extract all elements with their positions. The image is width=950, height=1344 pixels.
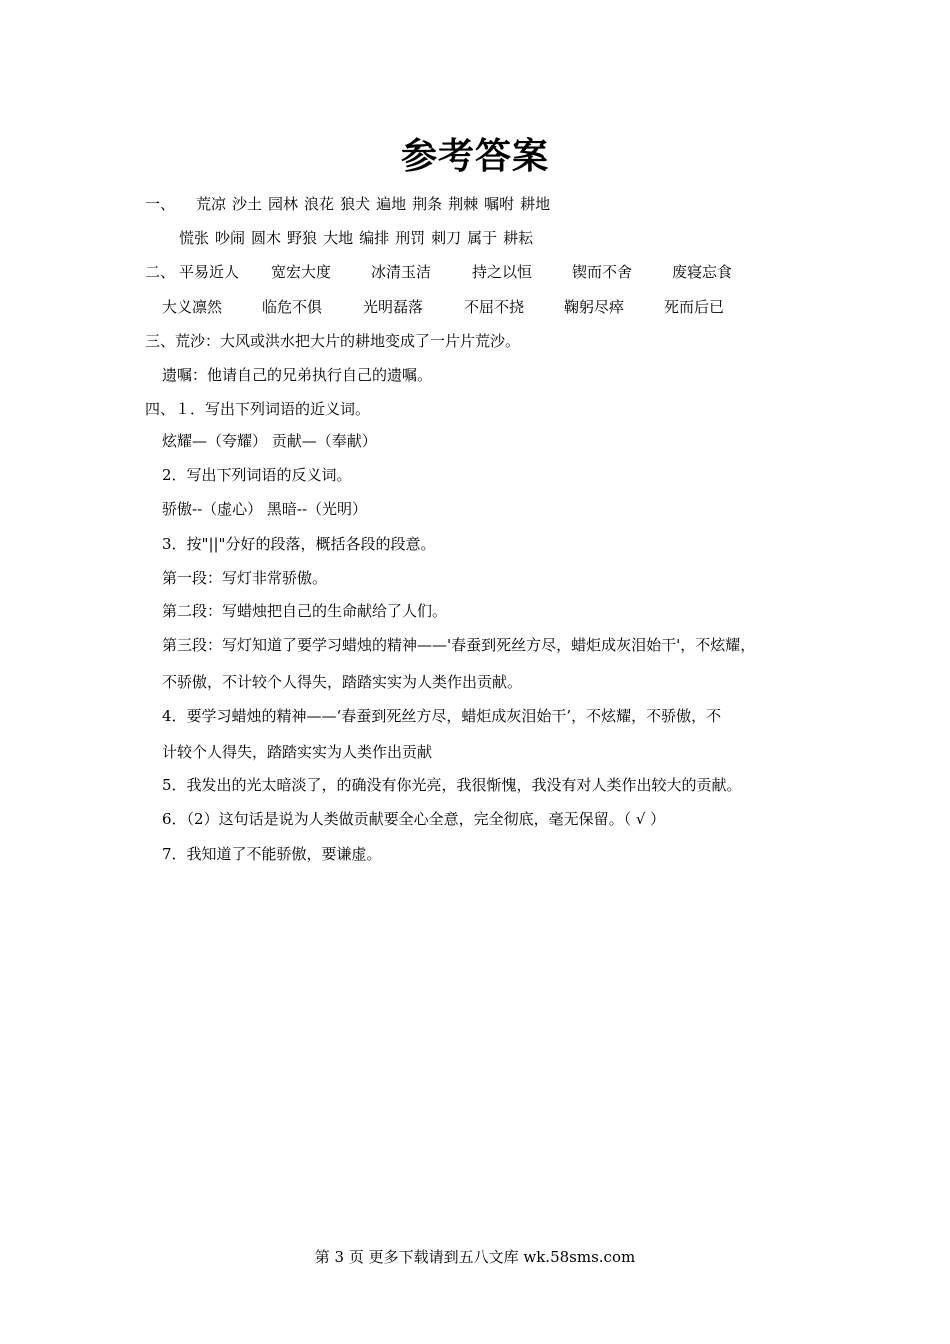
section4-line: 骄傲--（虚心） 黑暗--（光明） <box>162 500 368 518</box>
word: 沙土 <box>232 195 263 213</box>
word: 浪花 <box>304 195 335 213</box>
idiom: 临危不俱 <box>262 298 323 316</box>
word: 属于 <box>467 229 498 247</box>
section4-line: 不骄傲，不计较个人得失，踏踏实实为人类作出贡献。 <box>162 673 523 691</box>
section4-line: 第三段：写灯知道了要学习蜡烛的精神——'春蚕到死丝方尽，蜡炬成灰泪始干'，不炫耀， <box>162 636 756 654</box>
word: 荆棘 <box>448 195 479 213</box>
section4-line: 炫耀—（夸耀） 贡献—（奉献） <box>162 432 377 450</box>
word: 吵闹 <box>215 229 246 247</box>
section4-line: 2．写出下列词语的反义词。 <box>162 466 352 484</box>
word: 狼犬 <box>340 195 371 213</box>
idiom: 大义凛然 <box>162 298 223 316</box>
idiom: 平易近人 <box>179 263 240 281</box>
idiom: 宽宏大度 <box>271 263 332 281</box>
section4-line: 第二段：写蜡烛把自己的生命献给了人们。 <box>162 602 448 620</box>
idiom: 冰清玉洁 <box>371 263 432 281</box>
section3-line: 遗嘱：他请自己的兄弟执行自己的遗嘱。 <box>162 366 433 384</box>
idiom: 死而后已 <box>664 298 725 316</box>
section4-line: 7．我知道了不能骄傲，要谦虚。 <box>162 845 382 863</box>
section1-row2 <box>179 228 539 248</box>
word: 耕地 <box>520 195 551 213</box>
idiom: 废寝忘食 <box>672 263 733 281</box>
idiom: 不屈不挠 <box>464 298 525 316</box>
section4-line: 第一段：写灯非常骄傲。 <box>162 569 328 587</box>
section4-line: 6．（2）这句话是说为人类做贡献要全心全意，完全彻底，毫无保留。（ √ ） <box>162 810 666 828</box>
word: 荆条 <box>412 195 443 213</box>
idiom: 光明磊落 <box>363 298 424 316</box>
idiom: 锲而不舍 <box>572 263 633 281</box>
word: 遍地 <box>376 195 407 213</box>
section4-line: 4．要学习蜡烛的精神——‘春蚕到死丝方尽，蜡炬成灰泪始干’，不炫耀，不骄傲，不 <box>162 707 722 725</box>
word: 圆木 <box>251 229 282 247</box>
word: 园林 <box>268 195 299 213</box>
section1-row1 <box>196 194 556 214</box>
page-title: 参考答案 <box>400 135 549 177</box>
word: 大地 <box>323 229 354 247</box>
section1-label: 一、 <box>145 195 176 213</box>
word: 刺刀 <box>431 229 462 247</box>
word: 嘱咐 <box>484 195 515 213</box>
section4-line: 四、１．写出下列词语的近义词。 <box>145 400 371 418</box>
section4-line: 计较个人得失，踏踏实实为人类作出贡献 <box>162 743 433 761</box>
section4-line: 3．按"||"分好的段落，概括各段的段意。 <box>162 535 436 553</box>
word: 慌张 <box>179 229 210 247</box>
word: 荒凉 <box>196 195 227 213</box>
word: 野狼 <box>287 229 318 247</box>
section4-line: 5．我发出的光太暗淡了，的确没有你光亮，我很惭愧，我没有对人类作出较大的贡献。 <box>162 776 742 794</box>
section2-label: 二、 <box>145 263 176 281</box>
word: 耕耘 <box>503 229 534 247</box>
section3-line: 三、荒沙：大风或洪水把大片的耕地变成了一片片荒沙。 <box>145 332 521 350</box>
word: 刑罚 <box>395 229 426 247</box>
idiom: 持之以恒 <box>472 263 533 281</box>
word: 编排 <box>359 229 390 247</box>
page-footer: 第 3 页 更多下载请到五八文库 wk.58sms.com <box>314 1248 636 1266</box>
idiom: 鞠躬尽瘁 <box>564 298 625 316</box>
